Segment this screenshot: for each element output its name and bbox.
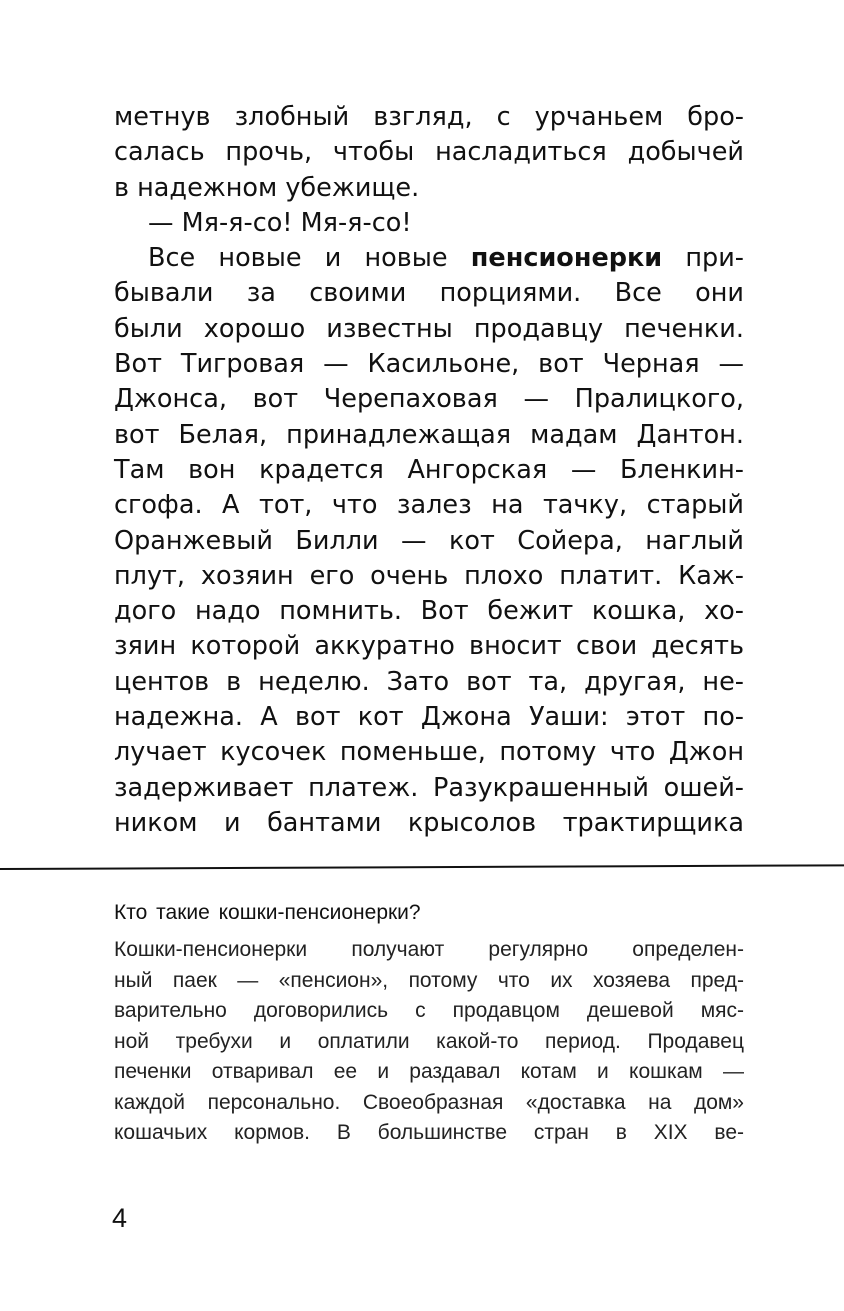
sidebar-line: варительно договорились с продавцом дешевой мяс-	[114, 999, 744, 1022]
sidebar-title: Кто такие кошки-пенсионерки?	[114, 901, 421, 924]
sidebar-line: печенки отваривал ее и раздавал котам и кошкам —	[114, 1060, 744, 1083]
sidebar-line: каждой персонально. Своеобразная «доставка на дом»	[114, 1090, 744, 1114]
text-line: задерживает платеж. Разукрашенный ошей-	[114, 772, 744, 803]
text-line: салась прочь, чтобы насладиться добычей	[114, 137, 744, 168]
text-line: в надежном убежище.	[114, 172, 420, 203]
text-line: были хорошо известны продавцу печенки.	[114, 313, 744, 344]
text-line: Там вон крадется Ангорская — Бленкин-	[114, 454, 744, 485]
main-text	[114, 100, 744, 841]
text-line-dialogue: — Мя-я-со! Мя-я-со!	[148, 207, 412, 238]
text-line: ником и бантами крысолов трактирщика	[114, 807, 744, 838]
text-line: зяин которой аккуратно вносит свои десять	[114, 631, 744, 662]
sidebar-line: ный паек — «пенсион», потому что их хозяева пред-	[114, 968, 744, 992]
text-segment: при-	[662, 243, 744, 274]
text-line	[114, 241, 744, 276]
text-segment: Все новые и новые	[148, 243, 471, 274]
text-line: центов в неделю. Зато вот та, другая, не-	[114, 666, 744, 697]
text-line: Вот Тигровая — Касильоне, вот Черная —	[114, 349, 744, 380]
text-line: сгофа. А тот, что залез на тачку, старый	[114, 490, 744, 521]
text-line: лучает кусочек поменьше, потому что Джон	[114, 737, 744, 768]
text-line: Оранжевый Билли — кот Сойера, наглый	[114, 525, 744, 556]
text-line: вот Белая, принадлежащая мадам Дантон.	[114, 419, 744, 450]
text-line: плут, хозяин его очень плохо платит. Каж-	[114, 560, 744, 591]
section-divider	[0, 864, 844, 870]
sidebar-line: Кошки-пенсионерки получают регулярно определен-	[114, 938, 744, 961]
text-line: метнув злобный взгляд, с урчаньем бро-	[114, 102, 744, 132]
term-pensionerki: пенсионерки	[470, 243, 663, 274]
text-line: дого надо помнить. Вот бежит кошка, хо-	[114, 596, 744, 627]
text-line: Джонса, вот Черепаховая — Пралицкого,	[114, 384, 744, 415]
sidebar-line: кошачьих кормов. В большинстве стран в XIX ве-	[114, 1121, 744, 1144]
sidebar-note	[114, 898, 744, 1149]
text-line: надежна. А вот кот Джона Уаши: этот по-	[114, 702, 744, 733]
text-line: бывали за своими порциями. Все они	[114, 278, 744, 309]
sidebar-line: ной требухи и оплатили какой-то период. Продавец	[114, 1029, 744, 1053]
page-number: 4	[112, 1203, 128, 1233]
